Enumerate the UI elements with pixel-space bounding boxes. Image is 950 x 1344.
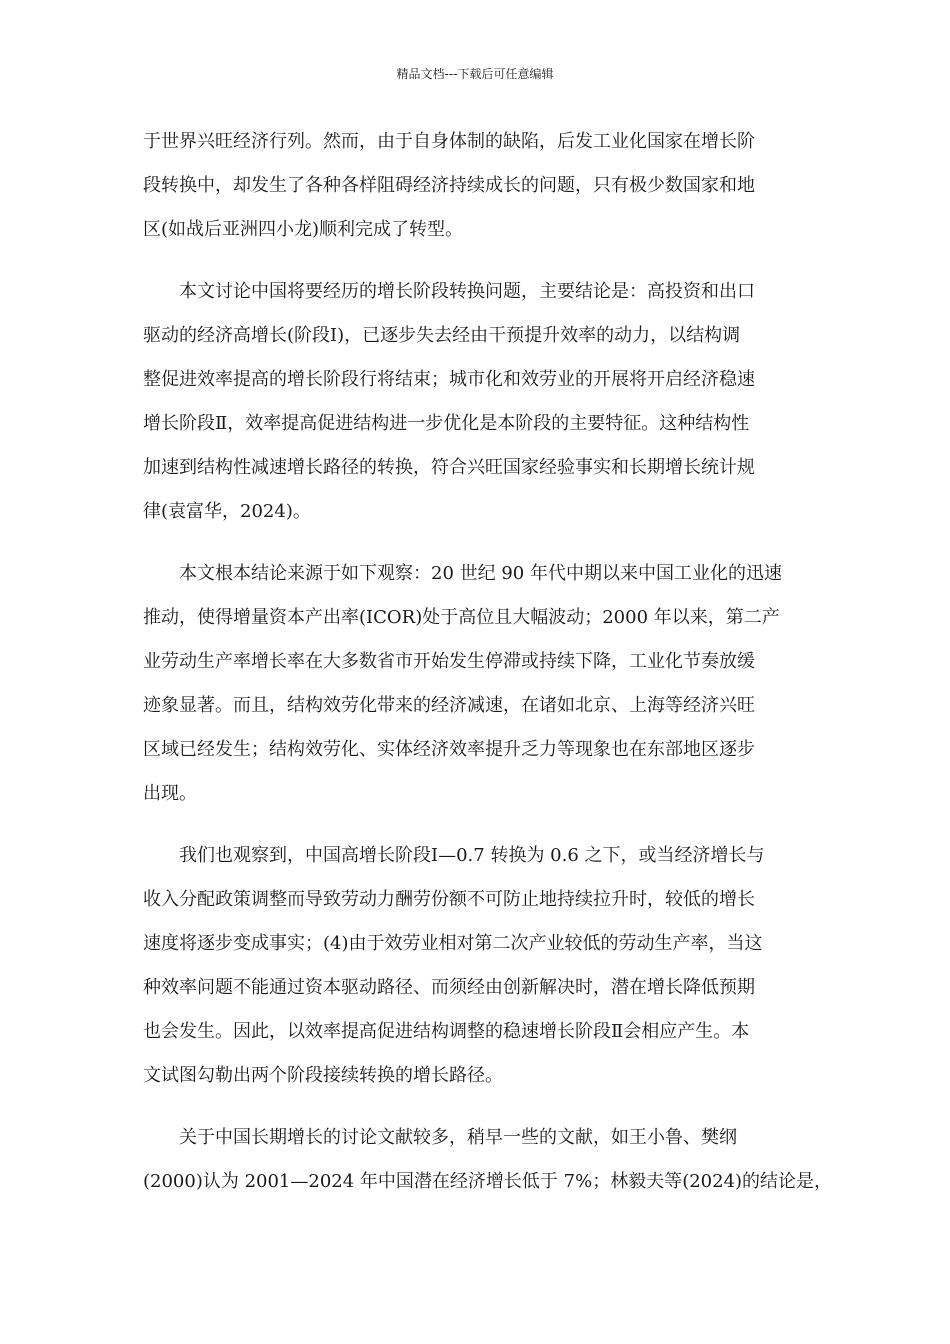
paragraph-4 <box>143 834 813 1098</box>
text-line: 区域已经发生；结构效劳化、实体经济效率提升乏力等现象也在东部地区逐步 <box>143 739 755 760</box>
text-line: 出现。 <box>143 783 197 804</box>
text-line: 收入分配政策调整而导致劳动力酬劳份额不可防止地持续拉升时，较低的增长 <box>143 889 755 910</box>
text-line: 推动，使得增量资本产出率(ICOR)处于高位且大幅波动；2000 年以来，第二产 <box>143 607 780 628</box>
paragraph-2 <box>143 270 813 534</box>
text-line: 区(如战后亚洲四小龙)顺利完成了转型。 <box>143 219 464 240</box>
text-line: 速度将逐步变成事实；(4)由于效劳业相对第二次产业较低的劳动生产率，当这 <box>143 933 763 954</box>
page-header: 精品文档---下载后可任意编辑 <box>396 67 554 81</box>
text-line: 整促进效率提高的增长阶段行将结束；城市化和效劳业的开展将开启经济稳速 <box>143 369 755 390</box>
paragraph-3 <box>143 552 813 816</box>
text-line: 也会发生。因此，以效率提高促进结构调整的稳速增长阶段Ⅱ会相应产生。本 <box>143 1021 750 1042</box>
text-line: 迹象显著。而且，结构效劳化带来的经济减速，在诸如北京、上海等经济兴旺 <box>143 695 755 716</box>
text-line: 我们也观察到，中国高增长阶段Ⅰ—0.7 转换为 0.6 之下，或当经济增长与 <box>179 845 765 866</box>
text-line: 律(袁富华，2024)。 <box>143 501 311 522</box>
paragraph-5 <box>143 1116 833 1204</box>
text-line: 段转换中，却发生了各种各样阻碍经济持续成长的问题，只有极少数国家和地 <box>143 175 755 196</box>
text-line: 加速到结构性减速增长路径的转换，符合兴旺国家经验事实和长期增长统计规 <box>143 457 755 478</box>
text-line: 于世界兴旺经济行列。然而，由于自身体制的缺陷，后发工业化国家在增长阶 <box>143 131 755 152</box>
text-line: 本文讨论中国将要经历的增长阶段转换问题，主要结论是：高投资和出口 <box>179 281 755 302</box>
paragraph-1 <box>143 120 813 252</box>
text-line: 业劳动生产率增长率在大多数省市开始发生停滞或持续下降，工业化节奏放缓 <box>143 651 755 672</box>
text-line: 种效率问题不能通过资本驱动路径、而须经由创新解决时，潜在增长降低预期 <box>143 977 755 998</box>
text-line: 本文根本结论来源于如下观察：20 世纪 90 年代中期以来中国工业化的迅速 <box>179 563 782 584</box>
document-body <box>143 120 833 1204</box>
text-line: 驱动的经济高增长(阶段Ⅰ)，已逐步失去经由干预提升效率的动力，以结构调 <box>143 325 741 346</box>
text-line: 增长阶段Ⅱ，效率提高促进结构进一步优化是本阶段的主要特征。这种结构性 <box>143 413 750 434</box>
text-line: 文试图勾勒出两个阶段接续转换的增长路径。 <box>143 1065 503 1086</box>
text-line: (2000)认为 2001—2024 年中国潜在经济增长低于 7%；林毅夫等(2024)的结论是， <box>143 1171 833 1192</box>
text-line: 关于中国长期增长的讨论文献较多，稍早一些的文献，如王小鲁、樊纲 <box>179 1127 737 1148</box>
